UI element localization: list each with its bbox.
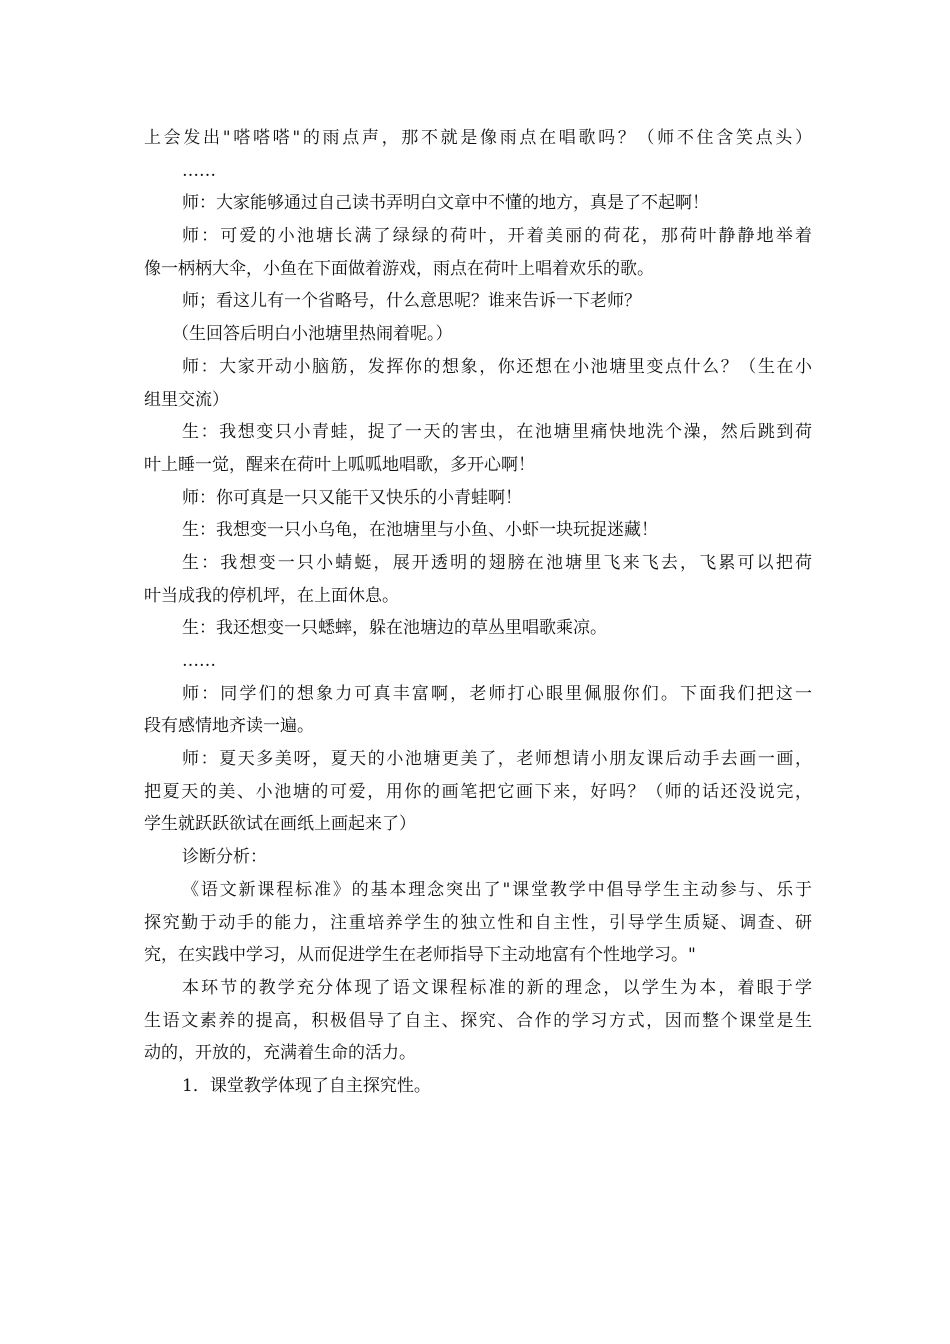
text-line: 生：我还想变一只蟋蟀，躲在池塘边的草丛里唱歌乘凉。 bbox=[182, 618, 607, 639]
text-line: 学生就跃跃欲试在画纸上画起来了） bbox=[144, 814, 416, 835]
text-line: 像一柄柄大伞，小鱼在下面做着游戏，雨点在荷叶上唱着欢乐的歌。 bbox=[144, 258, 654, 279]
text-line: 师：可爱的小池塘长满了绿绿的荷叶，开着美丽的荷花，那荷叶静静地举着 bbox=[182, 226, 812, 247]
document-body bbox=[144, 122, 812, 1103]
numbered-point: 1．课堂教学体现了自主探究性。 bbox=[182, 1075, 431, 1096]
section-heading: 诊断分析： bbox=[182, 847, 267, 868]
text-line: 组里交流） bbox=[144, 389, 229, 410]
text-line: 探究勤于动手的能力，注重培养学生的独立性和自主性，引导学生质疑、调查、研 bbox=[144, 912, 812, 933]
text-line: 生：我想变一只小乌龟，在池塘里与小鱼、小虾一块玩捉迷藏！ bbox=[182, 520, 658, 541]
ellipsis-line: …… bbox=[182, 651, 216, 671]
text-line: 师：大家能够通过自己读书弄明白文章中不懂的地方，真是了不起啊！ bbox=[182, 193, 709, 214]
text-line: 生：我想变一只小蜻蜓，展开透明的翅膀在池塘里飞来飞去，飞累可以把荷 bbox=[182, 552, 812, 573]
text-line: 师；看这儿有一个省略号，什么意思呢？谁来告诉一下老师？ bbox=[182, 291, 641, 312]
text-line: 究，在实践中学习，从而促进学生在老师指导下主动地富有个性地学习。" bbox=[144, 945, 696, 966]
text-line: 把夏天的美、小池塘的可爱，用你的画笔把它画下来，好吗？（师的话还没说完， bbox=[144, 781, 812, 802]
text-line: 动的，开放的，充满着生命的活力。 bbox=[144, 1043, 416, 1064]
text-line: （生回答后明白小池塘里热闹着呢。） bbox=[172, 324, 453, 345]
text-line: 叶当成我的停机坪，在上面休息。 bbox=[144, 585, 399, 606]
text-line: 本环节的教学充分体现了语文课程标准的新的理念，以学生为本，着眼于学 bbox=[182, 977, 812, 998]
text-line: 生语文素养的提高，积极倡导了自主、探究、合作的学习方式，因而整个课堂是生 bbox=[144, 1010, 812, 1031]
text-line: 师：大家开动小脑筋，发挥你的想象，你还想在小池塘里变点什么？（生在小 bbox=[182, 356, 812, 377]
text-line: 《语文新课程标准》的基本理念突出了"课堂教学中倡导学生主动参与、乐于 bbox=[182, 879, 812, 900]
text-line: 段有感情地齐读一遍。 bbox=[144, 716, 314, 737]
ellipsis-line: …… bbox=[182, 160, 216, 181]
text-line: 生：我想变只小青蛙，捉了一天的害虫，在池塘里痛快地洗个澡，然后跳到荷 bbox=[182, 422, 812, 443]
text-line: 师：同学们的想象力可真丰富啊，老师打心眼里佩服你们。下面我们把这一 bbox=[182, 683, 812, 704]
text-line: 师：你可真是一只又能干又快乐的小青蛙啊！ bbox=[182, 487, 522, 508]
text-line: 师：夏天多美呀，夏天的小池塘更美了，老师想请小朋友课后动手去画一画， bbox=[182, 749, 812, 770]
text-line: 上会发出"嗒嗒嗒"的雨点声，那不就是像雨点在唱歌吗？（师不住含笑点头） bbox=[144, 128, 812, 148]
text-line: 叶上睡一觉，醒来在荷叶上呱呱地唱歌，多开心啊！ bbox=[144, 454, 535, 475]
